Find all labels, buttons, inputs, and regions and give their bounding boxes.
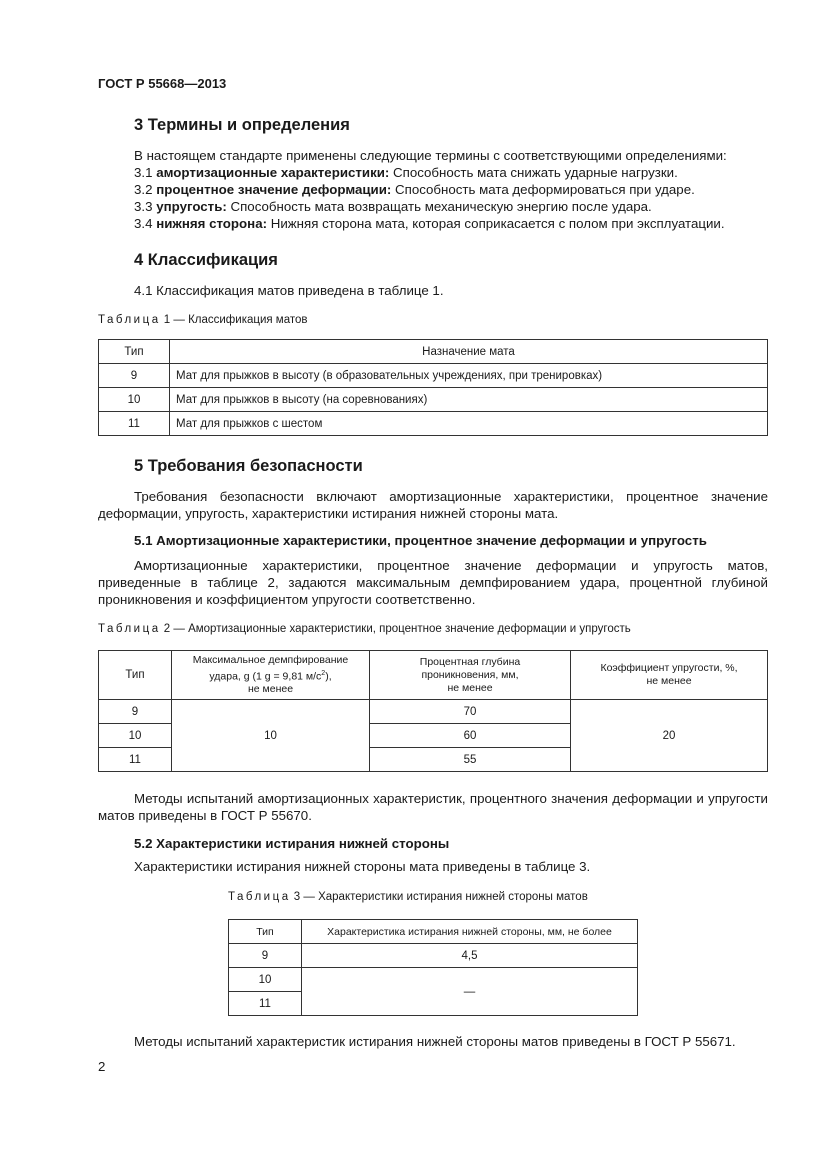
t1-header-type: Тип: [99, 340, 170, 364]
section-3-intro: В настоящем стандарте применены следующие термины с соответствующими определениями:: [134, 148, 727, 163]
t3-cell-abrasion: —: [302, 968, 638, 1016]
table-row: [99, 388, 768, 412]
t2-cell-type: 11: [99, 748, 172, 772]
section-4-title: 4 Классификация: [134, 251, 278, 269]
t2-cell-damping: 10: [172, 700, 370, 772]
table-row: [99, 412, 768, 436]
t1-cell-type: 11: [99, 412, 170, 436]
t2-header-coefficient: Коэффициент упругости, %, не менее: [571, 651, 768, 700]
table-3-methods-paragraph: Методы испытаний характеристик истирания нижней стороны матов приведены в ГОСТ Р 55671.: [134, 1034, 736, 1049]
table-2: [98, 650, 768, 772]
table-row: [99, 700, 768, 724]
table-row: [229, 968, 638, 992]
table-2-methods-paragraph: Методы испытаний амортизационных характеристик, процентного значения деформации и упругости матов приведены в ГОСТ Р 55670.: [98, 791, 768, 823]
t3-cell-type: 9: [229, 944, 302, 968]
t2-header-penetration: Процентная глубина проникновения, мм, не менее: [370, 651, 571, 700]
table-3: [228, 919, 638, 1016]
t2-cell-penetration: 55: [370, 748, 571, 772]
t1-cell-type: 10: [99, 388, 170, 412]
t2-cell-penetration: 60: [370, 724, 571, 748]
t2-header-type: Тип: [99, 651, 172, 700]
t2-cell-type: 10: [99, 724, 172, 748]
subsection-5-2-title: 5.2 Характеристики истирания нижней стороны: [134, 836, 450, 851]
subsection-5-1-title: 5.1 Амортизационные характеристики, процентное значение деформации и упругость: [134, 533, 707, 548]
table-1: [98, 339, 768, 436]
t2-cell-coefficient: 20: [571, 700, 768, 772]
section-4-paragraph: 4.1 Классификация матов приведена в таблице 1.: [134, 283, 444, 298]
term-list: [134, 164, 774, 232]
page-number: 2: [98, 1059, 106, 1074]
t2-cell-type: 9: [99, 700, 172, 724]
t3-header-type: Тип: [229, 920, 302, 944]
term-3-1: 3.1 амортизационные характеристики: Способность мата снижать ударные нагрузки.: [134, 165, 678, 180]
term-3-3: 3.3 упругость: Способность мата возвращать механическую энергию после удара.: [134, 199, 652, 214]
t3-header-abrasion: Характеристика истирания нижней стороны, мм, не более: [302, 920, 638, 944]
table-1-caption: Таблица 1 — Классификация матов: [98, 314, 308, 326]
t1-header-purpose: Назначение мата: [170, 340, 768, 364]
t1-cell-purpose: Мат для прыжков в высоту (на соревнованиях): [170, 388, 768, 412]
t3-cell-type: 11: [229, 992, 302, 1016]
t1-cell-purpose: Мат для прыжков с шестом: [170, 412, 768, 436]
section-3-title: 3 Термины и определения: [134, 116, 350, 134]
subsection-5-2-paragraph: Характеристики истирания нижней стороны мата приведены в таблице 3.: [134, 859, 591, 874]
document-header: ГОСТ Р 55668—2013: [98, 76, 227, 91]
t3-cell-type: 10: [229, 968, 302, 992]
section-5-title: 5 Требования безопасности: [134, 457, 363, 475]
t1-cell-type: 9: [99, 364, 170, 388]
t2-header-damping: Максимальное демпфирование удара, g (1 g = 9,81 $м/с^2$), не менее: [172, 651, 370, 700]
t3-cell-abrasion: 4,5: [302, 944, 638, 968]
subsection-5-1-paragraph: Амортизационные характеристики, процентное значение деформации и упругость матов, приведенные в таблице 2, задаются максимальным демпфированием удара, процентной глубиной проникновения и коэффициентом упругости соответственно.: [98, 558, 768, 607]
term-3-2: 3.2 процентное значение деформации: Способность мата деформироваться при ударе.: [134, 182, 695, 197]
table-row: [99, 364, 768, 388]
table-2-caption: Таблица 2 — Амортизационные характеристики, процентное значение деформации и упругость: [98, 623, 631, 635]
t2-cell-penetration: 70: [370, 700, 571, 724]
term-3-4: 3.4 нижняя сторона: Нижняя сторона мата, которая соприкасается с полом при эксплуатации.: [134, 216, 725, 231]
t1-cell-purpose: Мат для прыжков в высоту (в образовательных учреждениях, при тренировках): [170, 364, 768, 388]
table-row: [229, 944, 638, 968]
section-5-paragraph: Требования безопасности включают амортизационные характеристики, процентное значение деформации, упругость, характеристики истирания нижней стороны мата.: [98, 489, 768, 521]
table-3-caption: Таблица 3 — Характеристики истирания нижней стороны матов: [228, 891, 588, 903]
